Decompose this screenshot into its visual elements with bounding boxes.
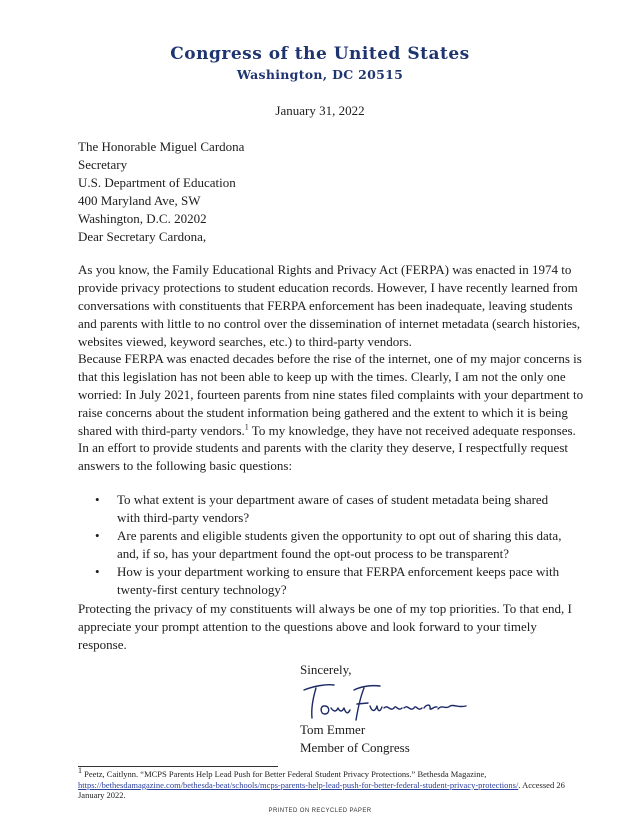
question-list [95, 491, 565, 599]
list-item [95, 563, 565, 599]
valediction: Sincerely, [300, 662, 352, 677]
recipient-street: 400 Maryland Ave, SW [78, 193, 201, 208]
signer-name: Tom Emmer [300, 722, 366, 737]
signature-image [300, 676, 470, 724]
footnote [78, 766, 578, 801]
bullet-icon: • [95, 528, 100, 543]
salutation: Dear Secretary Cardona, [78, 229, 207, 244]
list-item [95, 491, 565, 527]
recipient-department: U.S. Department of Education [78, 175, 236, 190]
footnote-mark: 1 [78, 766, 82, 776]
question-text: To what extent is your department aware of cases of student metadata being shared with third-party vendors? [117, 492, 549, 525]
recipient-city: Washington, D.C. 20202 [78, 211, 207, 226]
paragraph-4: Protecting the privacy of my constituents will always be one of my top priorities. To that end, I appreciate your prompt attention to the questions above and look forward to your timely response. [78, 601, 572, 652]
letterhead-title: Congress of the United States [170, 44, 470, 64]
recipient-address [78, 138, 244, 228]
recipient-title: Secretary [78, 157, 128, 172]
question-text: How is your department working to ensure that FERPA enforcement keeps pace with twenty-first century technology? [117, 564, 560, 597]
letter-date: January 31, 2022 [275, 103, 365, 118]
paragraph-2 [78, 350, 584, 440]
paragraph-2-text-end: To my knowledge, they have not received adequate responses. [248, 423, 576, 438]
paragraph-1: As you know, the Family Educational Rights and Privacy Act (FERPA) was enacted in 1974 to provide privacy protections to student education records. However, I have recently learned from conversations with constituents that FERPA enforcement has been inadequate, leaving students and parents with little to no control over the dissemination of internet metadata (search histories, websites viewed, keyword searches, etc.) to third-party vendors. [78, 262, 581, 349]
recycled-paper-notice: PRINTED ON RECYCLED PAPER [268, 808, 372, 814]
footnote-reference[interactable]: 1 [244, 422, 249, 432]
recipient-name: The Honorable Miguel Cardona [78, 139, 245, 154]
letterhead-subtitle: Washington, DC 20515 [236, 67, 404, 82]
footnote-citation: Peetz, Caitlynn. “MCPS Parents Help Lead Push for Better Federal Student Privacy Protections.” Bethesda Magazine, [82, 769, 487, 779]
question-text: Are parents and eligible students given the opportunity to opt out of sharing this data, and, if so, has your department found the opt-out process to be transparent? [117, 528, 562, 561]
bullet-icon: • [95, 564, 100, 579]
paragraph-3: In an effort to provide students and parents with the clarity they deserve, I respectfully request answers to the following basic questions: [78, 440, 568, 473]
signer-title: Member of Congress [300, 740, 410, 755]
footnote-divider [78, 766, 278, 767]
footnote-link[interactable]: https://bethesdamagazine.com/bethesda-beat/schools/mcps-parents-help-lead-push-for-better-federal-student-privacy-protections/ [78, 779, 519, 790]
list-item [95, 527, 565, 563]
paragraph-2-text: Because FERPA was enacted decades before the rise of the internet, one of my major concerns is that this legislation has not been able to keep up with the times. Clearly, I am not the only one worried: In July 2021, fourteen parents from nine states filed complaints with your department to raise concerns about the student information being gathered and the extent to which it is being shared with third-party vendors. [78, 351, 584, 438]
footnote-accessed: . Accessed 26 January 2022. [78, 779, 565, 800]
bullet-icon: • [95, 492, 100, 507]
